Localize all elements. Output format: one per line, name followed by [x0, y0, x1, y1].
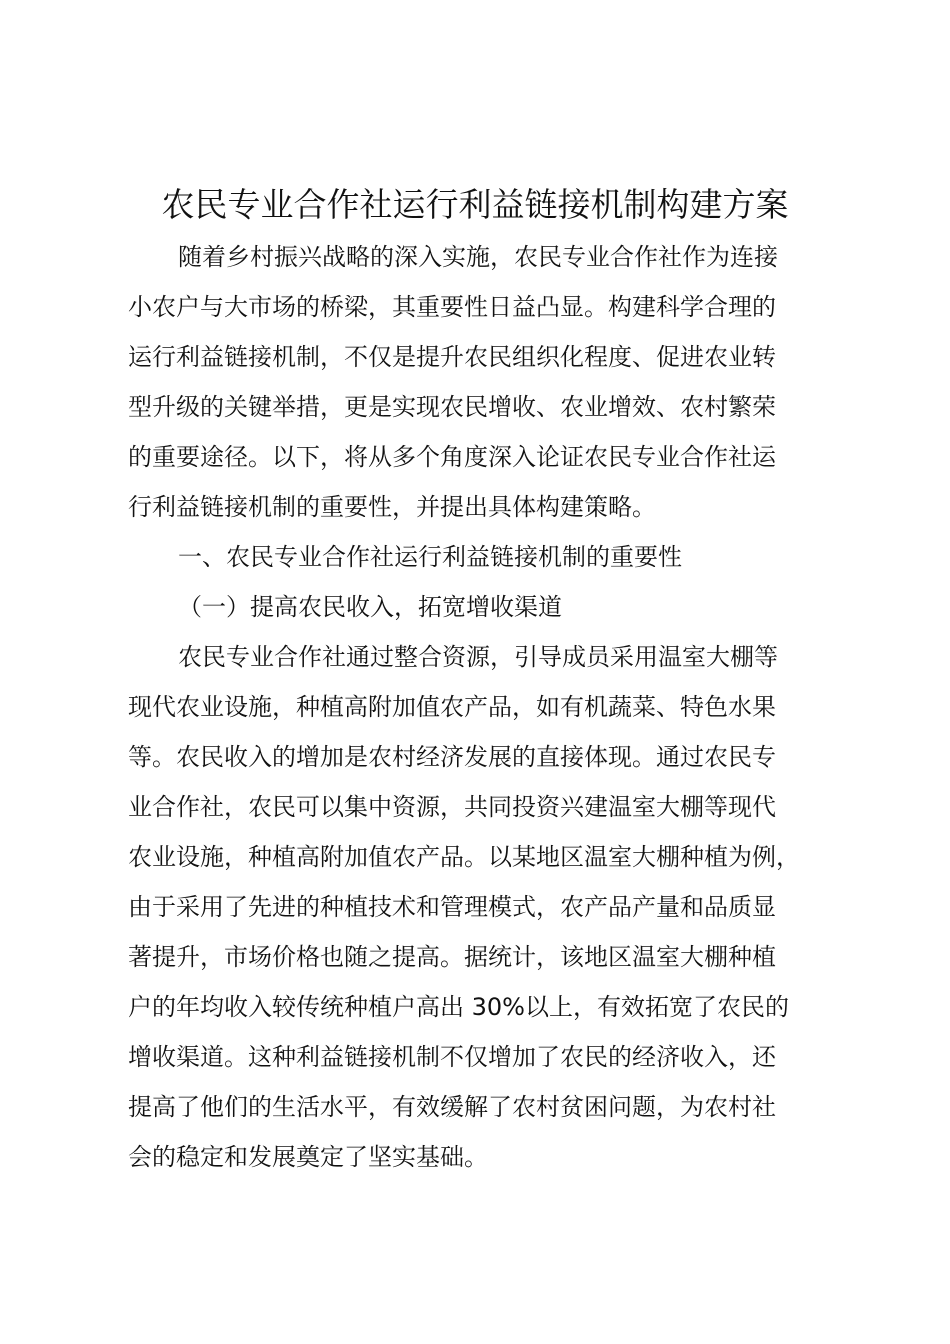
paragraph-line: 业合作社，农民可以集中资源，共同投资兴建温室大棚等现代 — [128, 793, 776, 821]
paragraph-line: 农业设施，种植高附加值农产品。以某地区温室大棚种植为例， — [128, 843, 800, 871]
document-body — [128, 232, 838, 1182]
paragraph-line: 等。农民收入的增加是农村经济发展的直接体现。通过农民专 — [128, 743, 776, 771]
paragraph-line: 的重要途径。以下，将从多个角度深入论证农民专业合作社运 — [128, 443, 776, 471]
paragraph-line: 由于采用了先进的种植技术和管理模式，农产品产量和品质显 — [128, 893, 776, 921]
document-title: 农民专业合作社运行利益链接机制构建方案 — [161, 185, 789, 224]
paragraph-line: 农民专业合作社通过整合资源，引导成员采用温室大棚等 — [178, 643, 778, 671]
paragraph-line: 运行利益链接机制，不仅是提升农民组织化程度、促进农业转 — [128, 343, 776, 371]
paragraph-line: 行利益链接机制的重要性，并提出具体构建策略。 — [128, 493, 656, 521]
paragraph-line: 著提升，市场价格也随之提高。据统计，该地区温室大棚种植 — [128, 943, 776, 971]
paragraph-line: 会的稳定和发展奠定了坚实基础。 — [128, 1143, 488, 1171]
paragraph-line: 户的年均收入较传统种植户高出 30%以上，有效拓宽了农民的 — [128, 993, 789, 1021]
paragraph-line: 小农户与大市场的桥梁，其重要性日益凸显。构建科学合理的 — [128, 293, 776, 321]
paragraph-line: 提高了他们的生活水平，有效缓解了农村贫困问题，为农村社 — [128, 1093, 776, 1121]
paragraph-line: 随着乡村振兴战略的深入实施，农民专业合作社作为连接 — [178, 243, 778, 271]
paragraph-line: 型升级的关键举措，更是实现农民增收、农业增效、农村繁荣 — [128, 393, 776, 421]
paragraph-line: 增收渠道。这种利益链接机制不仅增加了农民的经济收入，还 — [128, 1043, 776, 1071]
paragraph-line: 现代农业设施，种植高附加值农产品，如有机蔬菜、特色水果 — [128, 693, 776, 721]
section-heading: 一、农民专业合作社运行利益链接机制的重要性 — [178, 543, 682, 571]
subsection-heading: （一）提高农民收入，拓宽增收渠道 — [178, 593, 562, 621]
